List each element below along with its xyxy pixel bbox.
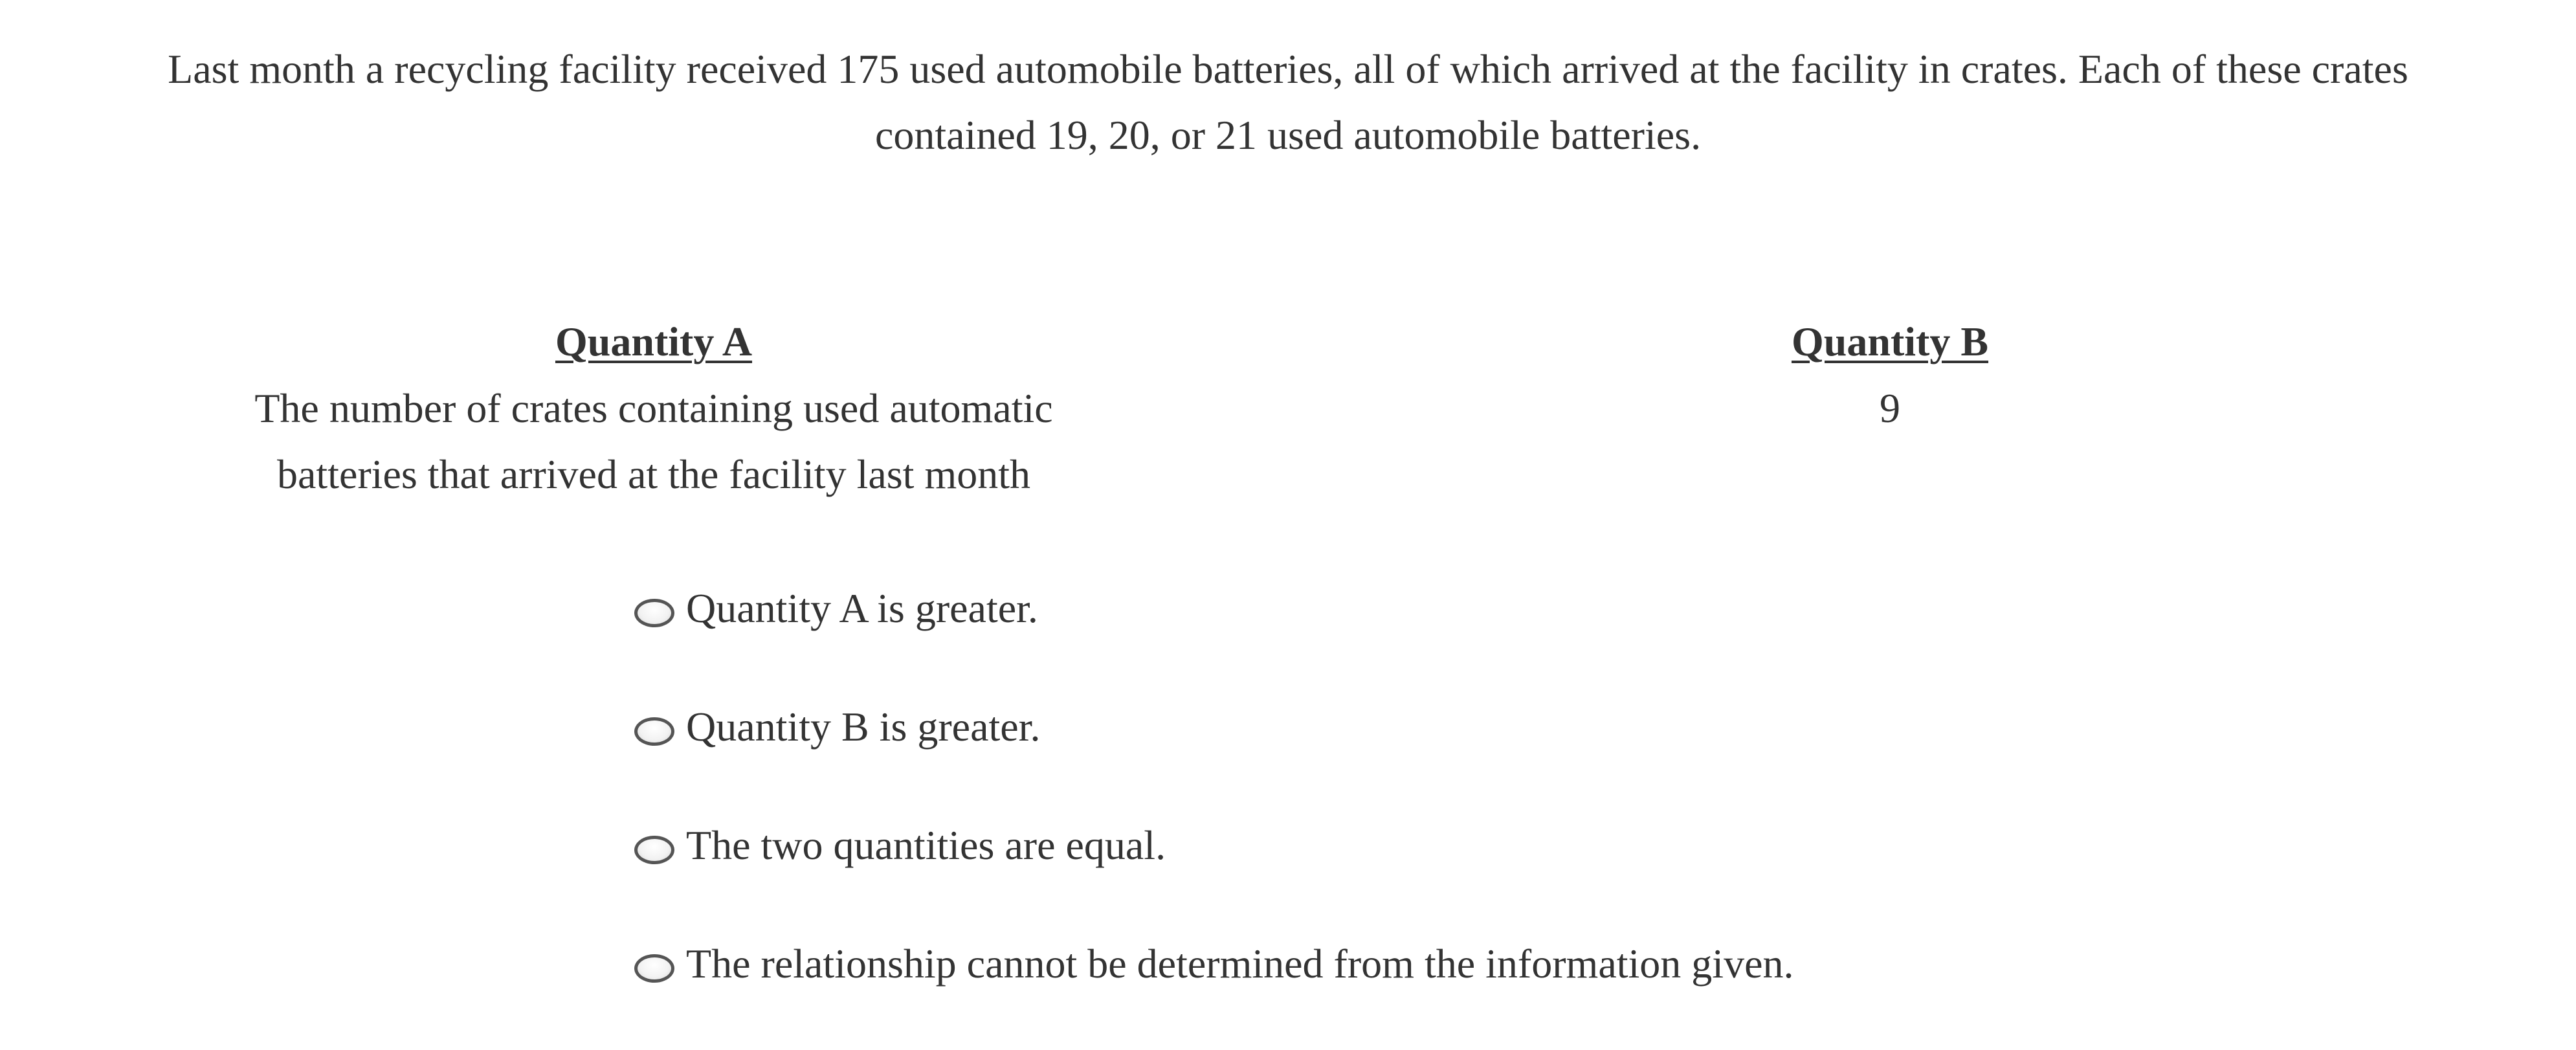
quantity-b-text: 9 — [1880, 385, 1900, 431]
quantity-a-text: The number of crates containing used automatic batteries that arrived at the facility last month — [254, 385, 1053, 497]
choice-cannot-be-determined[interactable] — [634, 932, 2317, 996]
radio-button[interactable] — [634, 717, 674, 746]
choice-label[interactable]: Quantity B is greater. — [686, 704, 1041, 750]
quantity-a-heading: Quantity A — [555, 318, 753, 364]
quantity-a-column — [194, 308, 1113, 508]
choice-label[interactable]: Quantity A is greater. — [686, 585, 1038, 631]
choice-quantity-a-greater[interactable] — [634, 576, 2317, 641]
choice-label[interactable]: The two quantities are equal. — [686, 822, 1166, 868]
radio-button[interactable] — [634, 954, 674, 983]
quantity-b-heading: Quantity B — [1791, 318, 1989, 364]
choice-quantities-equal[interactable] — [634, 813, 2317, 878]
quantity-b-column — [1657, 308, 2123, 441]
choice-label[interactable]: The relationship cannot be determined from the information given. — [686, 941, 1794, 987]
radio-button[interactable] — [634, 599, 674, 627]
question-stem: Last month a recycling facility received 175 used automobile batteries, all of which arrived at the facility in crates. Each of these crates contained 19, 20, or 21 used automobile batteries. — [168, 46, 2408, 158]
radio-button[interactable] — [634, 836, 674, 864]
choice-quantity-b-greater[interactable] — [634, 695, 2317, 759]
answer-choices — [634, 576, 2317, 1050]
